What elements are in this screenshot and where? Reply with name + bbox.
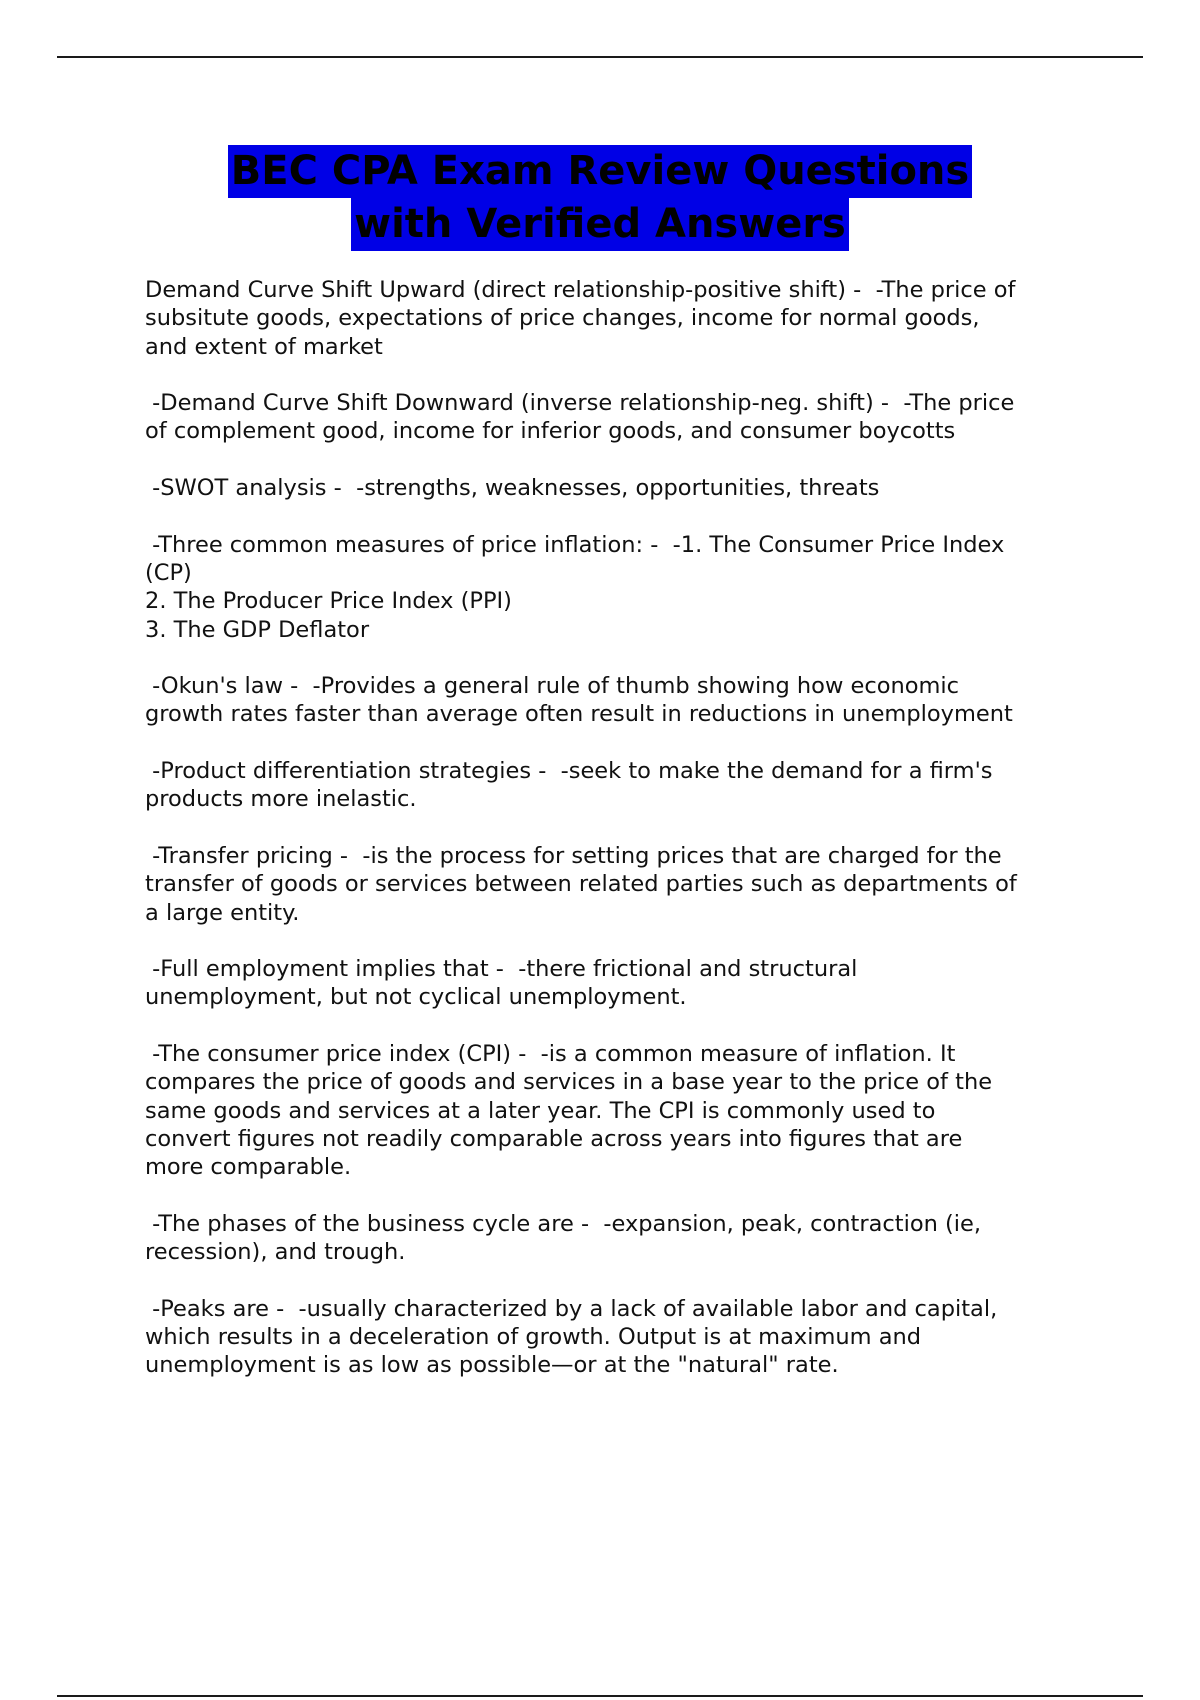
qa-entry-consumer-price-index: -The consumer price index (CPI) - -is a common measure of inflation. It compares the price of goods and services in a base year to the price of the same goods and services at a later year. The CPI is commonly used to convert figures not readily comparable across years into figures that are more comparable. — [145, 1041, 993, 1181]
qa-entry-demand-shift-downward: -Demand Curve Shift Downward (inverse relationship-neg. shift) - -The price of complement good, income for inferior goods, and consumer boycotts — [145, 390, 1015, 445]
qa-entry-okuns-law: -Okun's law - -Provides a general rule of thumb showing how economic growth rates faster than average often result in reductions in unemployment — [145, 673, 1013, 728]
qa-entry-product-differentiation: -Product differentiation strategies - -seek to make the demand for a firm's products more inelastic. — [145, 758, 993, 813]
title-line-1: BEC CPA Exam Review Questions — [228, 145, 972, 198]
qa-entry-full-employment: -Full employment implies that - -there frictional and structural unemployment, but not cyclical unemployment. — [145, 956, 858, 1011]
qa-entry-transfer-pricing: -Transfer pricing - -is the process for setting prices that are charged for the transfer of goods or services between related parties such as departments of a large entity. — [145, 842, 1017, 926]
qa-entry-demand-shift-upward: Demand Curve Shift Upward (direct relationship-positive shift) - -The price of subsitute goods, expectations of price changes, income for normal goods, and extent of market — [145, 277, 1016, 360]
title-line-2: with Verified Answers — [351, 198, 849, 251]
document-title — [0, 145, 1200, 251]
qa-list — [145, 276, 1095, 1408]
header-rule — [57, 56, 1143, 58]
footer-rule — [57, 1695, 1143, 1697]
qa-entry-peaks: -Peaks are - -usually characterized by a lack of available labor and capital, which results in a deceleration of growth. Output is at maximum and unemployment is as low as possible—or at the "natural" rate. — [145, 1295, 998, 1379]
qa-entry-swot-analysis: -SWOT analysis - -strengths, weaknesses, opportunities, threats — [145, 475, 880, 502]
qa-entry-business-cycle-phases: -The phases of the business cycle are - -expansion, peak, contraction (ie, recession), and trough. — [145, 1210, 982, 1266]
qa-entry-price-inflation-measures: -Three common measures of price inflation: - -1. The Consumer Price Index (CP) 2. The Producer Price Index (PPI) 3. The GDP Deflator — [145, 531, 1005, 643]
